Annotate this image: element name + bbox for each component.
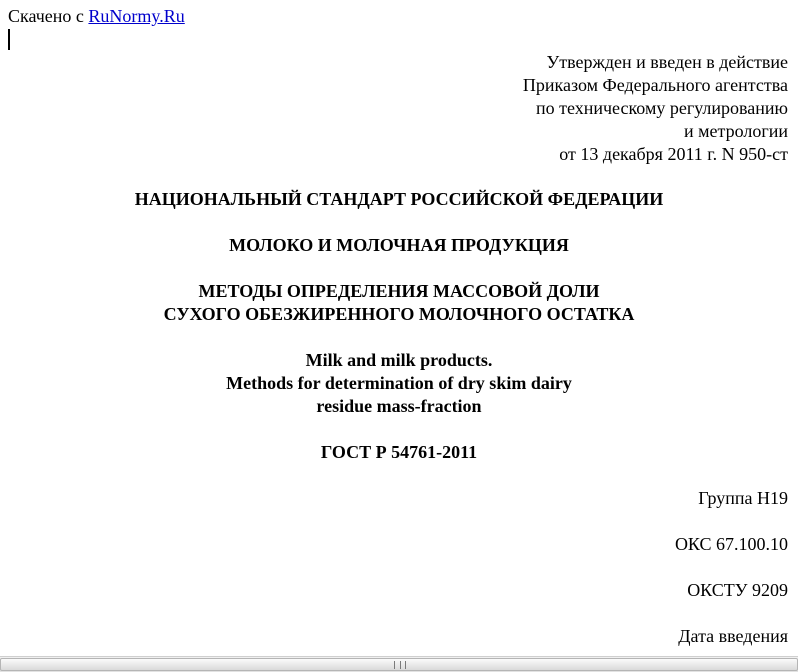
- title-ru-line: МЕТОДЫ ОПРЕДЕЛЕНИЯ МАССОВОЙ ДОЛИ: [198, 281, 600, 301]
- document-title-en: [0, 349, 798, 418]
- product-heading: [0, 234, 798, 257]
- title-en-line: Milk and milk products.: [305, 350, 493, 370]
- runormy-link[interactable]: RuNormy.Ru: [88, 6, 185, 26]
- national-standard-heading: [0, 188, 798, 211]
- document-title-ru: [0, 280, 798, 326]
- approval-block: [523, 51, 788, 166]
- national-standard-text: НАЦИОНАЛЬНЫЙ СТАНДАРТ РОССИЙСКОЙ ФЕДЕРАЦИИ: [134, 189, 664, 209]
- oks-code: ОКС 67.100.10: [674, 534, 788, 554]
- approval-line: Приказом Федерального агентства: [522, 75, 788, 95]
- scrollbar-thumb[interactable]: [0, 658, 798, 671]
- source-prefix: Скачено с: [8, 6, 89, 26]
- approval-line: по техническому регулированию: [535, 98, 788, 118]
- source-line: [8, 5, 185, 28]
- product-text: МОЛОКО И МОЛОЧНАЯ ПРОДУКЦИЯ: [229, 235, 569, 255]
- gost-number: [0, 441, 798, 464]
- title-en-line: residue mass-fraction: [316, 396, 482, 416]
- grip-icon: [394, 661, 406, 669]
- title-en-line: Methods for determination of dry skim dairy: [226, 373, 572, 393]
- approval-line: Утвержден и введен в действие: [546, 52, 788, 72]
- approval-line: от 13 декабря 2011 г. N 950-ст: [559, 144, 788, 164]
- group-code: Группа Н19: [698, 488, 788, 508]
- text-cursor: [8, 29, 10, 50]
- okstu-code: ОКСТУ 9209: [687, 580, 788, 600]
- gost-number-text: ГОСТ Р 54761-2011: [320, 442, 478, 462]
- intro-date-label: Дата введения: [678, 626, 788, 646]
- title-ru-line: СУХОГО ОБЕЗЖИРЕННОГО МОЛОЧНОГО ОСТАТКА: [163, 304, 635, 324]
- approval-line: и метрологии: [684, 121, 788, 141]
- horizontal-scrollbar[interactable]: [0, 656, 798, 672]
